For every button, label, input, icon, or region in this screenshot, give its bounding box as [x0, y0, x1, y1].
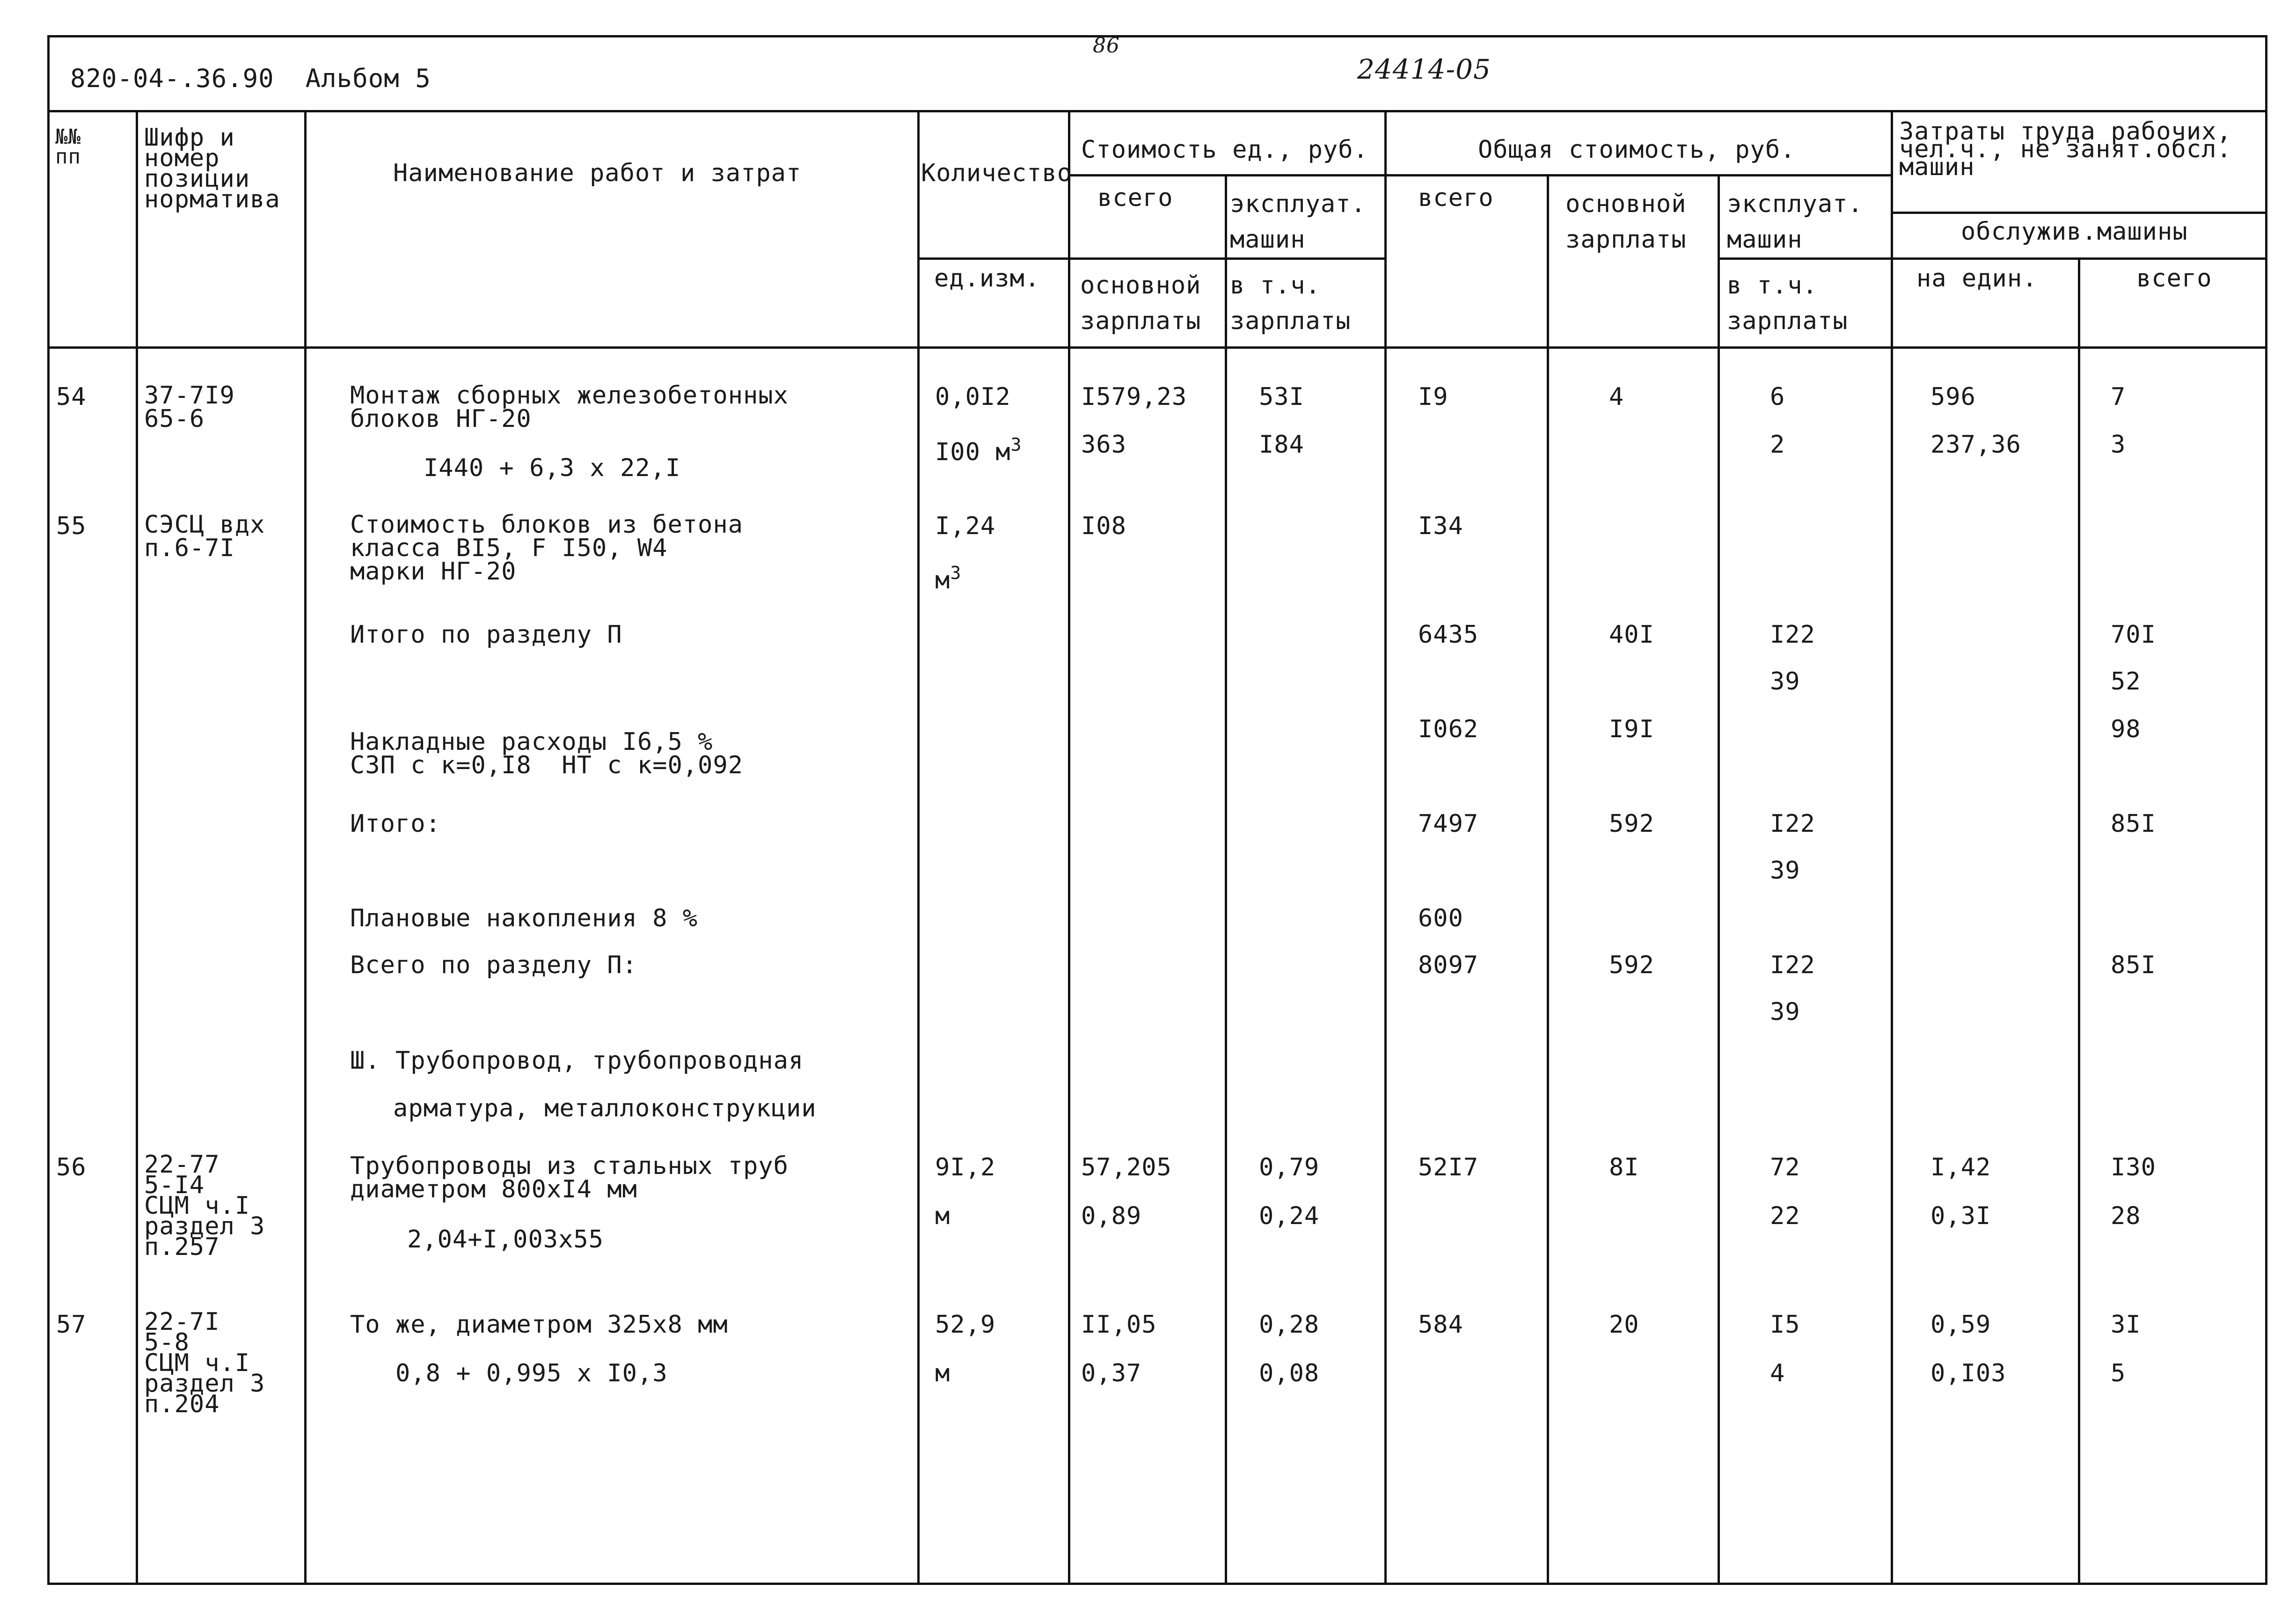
row-54-formula: I440 + 6,3 x 22,I [424, 454, 681, 482]
row-54-labor-total-2: 3 [2111, 431, 2126, 459]
row-56-tc-mach-wage: 22 [1770, 1202, 1800, 1230]
row-56-tc-total: 52I7 [1418, 1153, 1479, 1181]
row-56-labor-unit: I,42 [1930, 1153, 1991, 1181]
col-header-uc-base-wage: основной зарплаты [1080, 271, 1201, 335]
subtotal-section-2-label: Итого по разделу П [350, 621, 622, 649]
rule-subheader-3 [1718, 257, 2267, 260]
row-56-name: Трубопроводы из стальных труб диаметром 800хI4 мм [350, 1152, 789, 1203]
row-57-name: То же, диаметром 325х8 мм [350, 1311, 728, 1339]
planned-savings-tc-total: 600 [1418, 904, 1463, 932]
subtotal-section-2-tc-total: 6435 [1418, 621, 1479, 649]
rule-title-bottom [47, 110, 2267, 112]
subtotal-section-2-tc-mach: I22 [1770, 621, 1815, 649]
total-tc-mach-wage: 39 [1770, 857, 1800, 885]
grand-total-section-2-label: Всего по разделу П: [350, 951, 637, 979]
row-56-tc-mach: 72 [1770, 1153, 1800, 1181]
row-57-labor-unit-2: 0,I03 [1930, 1359, 2006, 1387]
col-header-unit-cost: Стоимость ед., руб. [1081, 136, 1368, 164]
row-56-uc-base: 0,89 [1081, 1202, 1142, 1230]
row-54-labor-unit: 596 [1930, 383, 1976, 411]
overhead-tc-base: I9I [1609, 715, 1654, 743]
overhead-label: Накладные расходы I6,5 % СЗП с к=0,I8 НТ с к=0,092 [350, 728, 743, 779]
col-rule-8 [1718, 174, 1720, 1585]
col-header-tc-base: основной зарплаты [1565, 190, 1687, 254]
col-rule-10 [2078, 257, 2080, 1585]
row-57-tc-mach: I5 [1770, 1311, 1800, 1339]
col-rule-2 [304, 110, 307, 1585]
grand-total-section-2-tc-mach: I22 [1770, 951, 1815, 979]
subtotal-section-2-labor-total-2: 52 [2111, 667, 2141, 696]
col-rule-6 [1384, 110, 1387, 1585]
subtotal-section-2-tc-base: 40I [1609, 621, 1654, 649]
row-57-labor-total: 3I [2111, 1311, 2141, 1339]
row-57-tc-base: 20 [1609, 1311, 1639, 1339]
row-54-uc-base: 363 [1081, 431, 1126, 459]
row-56-labor-unit-2: 0,3I [1930, 1202, 1991, 1230]
row-57-uc-total: II,05 [1081, 1311, 1157, 1339]
col-header-labor: Затраты труда рабочих, чел.ч., не занят.обсл. машин [1899, 117, 2232, 181]
row-57-tc-mach-wage: 4 [1770, 1359, 1785, 1387]
grand-total-section-2-labor-total: 85I [2111, 951, 2156, 979]
row-56-uc-mach-wage: 0,24 [1259, 1202, 1320, 1230]
col-rule-1 [136, 110, 138, 1585]
row-54-num: 54 [56, 383, 87, 411]
row-54-uc-mach-wage: I84 [1259, 431, 1304, 459]
col-header-unit: ед.изм. [934, 264, 1040, 293]
row-55-name: Стоимость блоков из бетона класса ВI5, F I50, W4 марки НГ-20 [350, 511, 743, 586]
row-57-code: 22-7I 5-8 СЦМ ч.I раздел 3 п.204 [144, 1308, 265, 1418]
row-54-name: Монтаж сборных железобетонных блоков НГ-20 [350, 381, 789, 433]
row-54-unit: I00 $м^3$ [935, 434, 1022, 466]
total-tc-base: 592 [1609, 810, 1654, 838]
rule-subheader-2 [917, 257, 1387, 260]
row-54-code: 37-7I9 65-6 [144, 381, 235, 433]
row-54-labor-total: 7 [2111, 383, 2126, 411]
rule-header-bottom [47, 346, 2267, 349]
rule-subheader-1 [1068, 174, 1891, 176]
row-56-formula: 2,04+I,003х55 [407, 1225, 604, 1254]
row-56-uc-mach: 0,79 [1259, 1153, 1320, 1181]
row-56-unit: м [935, 1202, 951, 1230]
col-header-name: Наименование работ и затрат [393, 159, 802, 187]
row-57-uc-base: 0,37 [1081, 1359, 1142, 1387]
col-rule-9 [1891, 110, 1893, 1585]
row-54-tc-mach-wage: 2 [1770, 431, 1785, 459]
row-54-qty: 0,0I2 [935, 383, 1011, 411]
subtotal-section-2-tc-mach-wage: 39 [1770, 667, 1800, 696]
col-header-num: №№ пп [55, 125, 81, 169]
row-57-uc-mach: 0,28 [1259, 1311, 1320, 1339]
col-header-uc-mach-wage: в т.ч. зарплаты [1230, 271, 1351, 335]
row-57-labor-unit: 0,59 [1930, 1311, 1991, 1339]
col-header-code: Шифр и номер позиции норматива [144, 124, 280, 213]
row-54-labor-unit-2: 237,36 [1930, 431, 2021, 459]
planned-savings-label: Плановые накопления 8 % [350, 904, 698, 932]
row-56-labor-total: I30 [2111, 1153, 2156, 1181]
subtotal-section-2-labor-total: 70I [2111, 621, 2156, 649]
row-56-labor-total-2: 28 [2111, 1202, 2141, 1230]
col-header-uc-total: всего [1097, 184, 1173, 212]
row-57-formula: 0,8 + 0,995 х I0,3 [395, 1359, 668, 1387]
row-55-qty: I,24 [935, 512, 996, 540]
col-header-tc-machines: эксплуат. машин [1727, 190, 1863, 254]
row-57-qty: 52,9 [935, 1311, 996, 1339]
row-55-num: 55 [56, 512, 87, 540]
row-56-tc-base: 8I [1609, 1153, 1639, 1181]
col-header-tc-total: всего [1418, 184, 1494, 212]
row-54-tc-base: 4 [1609, 383, 1624, 411]
grand-total-section-2-tc-base: 592 [1609, 951, 1654, 979]
section-3-heading-line2: арматура, металлоконструкции [393, 1094, 817, 1122]
row-57-unit: м [935, 1359, 951, 1387]
col-rule-7 [1547, 174, 1549, 1585]
row-54-tc-mach: 6 [1770, 383, 1785, 411]
col-header-labor-machines: обслужив.машины [1961, 218, 2188, 246]
row-57-tc-total: 584 [1418, 1311, 1463, 1339]
handwritten-code: 24414-05 [1357, 53, 1491, 85]
section-3-heading-line1: Ш. Трубопровод, трубопроводная [350, 1047, 804, 1075]
row-55-unit: $м^3$ [935, 563, 962, 594]
col-header-labor-unit: на един. [1916, 264, 2038, 293]
doc-code: 820-04-.36.90 Альбом 5 [70, 64, 431, 93]
row-54-uc-mach: 53I [1259, 383, 1304, 411]
row-54-tc-total: I9 [1418, 383, 1448, 411]
row-55-uc-total: I08 [1081, 512, 1126, 540]
row-57-uc-mach-wage: 0,08 [1259, 1359, 1320, 1387]
row-56-code: 22-77 5-I4 СЦМ ч.I раздел 3 п.257 [144, 1151, 265, 1261]
row-54-uc-total: I579,23 [1081, 383, 1187, 411]
col-header-tc-mach-wage: в т.ч. зарплаты [1727, 271, 1848, 335]
col-header-labor-total: всего [2136, 264, 2212, 293]
total-label: Итого: [350, 810, 441, 838]
col-rule-4 [1068, 110, 1070, 1585]
rule-subheader-labor [1891, 212, 2267, 214]
row-55-code: СЭСЦ вдх п.6-7I [144, 511, 265, 562]
page-number: 86 [1093, 34, 1120, 58]
row-56-qty: 9I,2 [935, 1153, 996, 1181]
row-57-num: 57 [56, 1311, 87, 1339]
overhead-labor-total: 98 [2111, 715, 2141, 743]
overhead-tc-total: I062 [1418, 715, 1479, 743]
total-tc-total: 7497 [1418, 810, 1479, 838]
grand-total-section-2-tc-total: 8097 [1418, 951, 1479, 979]
col-header-total-cost: Общая стоимость, руб. [1478, 136, 1796, 164]
row-57-labor-total-2: 5 [2111, 1359, 2126, 1387]
total-tc-mach: I22 [1770, 810, 1815, 838]
row-56-num: 56 [56, 1153, 87, 1181]
row-56-uc-total: 57,205 [1081, 1153, 1172, 1181]
row-55-tc-total: I34 [1418, 512, 1463, 540]
grand-total-section-2-tc-mach-wage: 39 [1770, 998, 1800, 1026]
col-rule-3 [917, 110, 920, 1585]
col-rule-5 [1225, 174, 1227, 1585]
total-labor-total: 85I [2111, 810, 2156, 838]
col-header-uc-machines: эксплуат. машин [1230, 190, 1366, 254]
col-header-qty: Количество [921, 159, 1073, 187]
